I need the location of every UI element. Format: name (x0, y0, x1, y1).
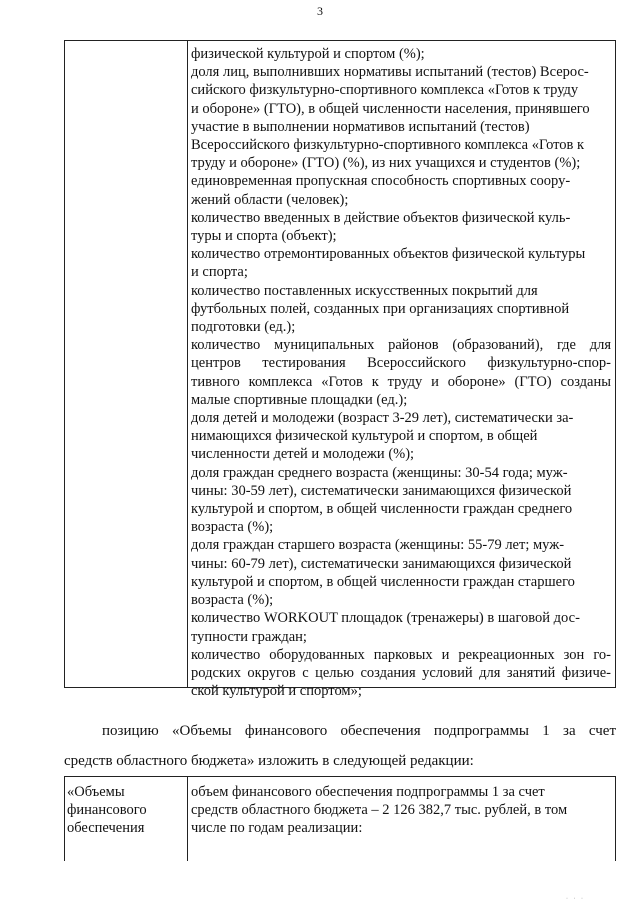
text-line: ской культурой и спортом»; (191, 683, 362, 700)
text-line: количество поставленных искусственных покрытий для (191, 282, 538, 299)
text-line: культурой и спортом, в общей численности граждан старшего (191, 573, 575, 590)
text-line: тупности граждан; (191, 628, 307, 645)
table-column-divider (187, 777, 188, 861)
text-line: культурой и спортом, в общей численности граждан среднего (191, 501, 573, 518)
text-line: доля граждан среднего возраста (женщины: 30-54 года; муж- (191, 464, 568, 481)
text-line: чины: 60-79 лет), систематически занимающихся физической (191, 555, 572, 572)
text-line: численности детей и молодежи (%); (191, 446, 415, 463)
funding-label-cell (67, 783, 185, 838)
text-line: футбольных полей, созданных при организациях спортивной (191, 300, 570, 317)
text-line: доля лиц, выполнивших нормативы испытаний (тестов) Всерос- (191, 64, 589, 81)
text-line: количество муниципальных районов (образований), где для (191, 337, 611, 354)
text-line: числе по годам реализации: (191, 820, 363, 837)
text-line: количество отремонтированных объектов физической культуры (191, 246, 586, 263)
text-line: физической культурой и спортом (%); (191, 46, 425, 62)
text-line: подготовки (ед.); (191, 319, 296, 336)
amendment-paragraph-line-1: позицию «Объемы финансового обеспечения подпрограммы 1 за счет (102, 723, 616, 739)
text-line: возраста (%); (191, 519, 274, 536)
indicators-cell (191, 45, 611, 700)
text-line: сийского физкультурно-спортивного комплекса «Готов к труду (191, 82, 579, 99)
text-line: тивного комплекса «Готов к труду и обороне» (ГТО) созданы (191, 373, 611, 390)
text-line: единовременная пропускная способность спортивных соору- (191, 173, 571, 190)
indicators-table (64, 40, 616, 700)
text-line: Всероссийского физкультурно-спортивного комплекса «Готов к (191, 137, 585, 154)
page-number: 3 (317, 4, 323, 18)
scan-artifact: · · · (566, 896, 585, 902)
text-line: и спорта; (191, 264, 248, 281)
text-line: малые спортивные площадки (ед.); (191, 391, 408, 408)
text-line: «Объемы (67, 784, 125, 800)
text-line: чины: 30-59 лет), систематически занимающихся физической (191, 482, 572, 499)
text-line: количество оборудованных парковых и рекреационных зон го- (191, 646, 611, 663)
text-line: доля детей и молодежи (возраст 3-29 лет), систематически за- (191, 410, 574, 427)
text-line: туры и спорта (объект); (191, 228, 337, 245)
amendment-paragraph-line-2: средств областного бюджета» изложить в следующей редакции: (64, 753, 474, 769)
text-line: обеспечения (67, 820, 145, 837)
funding-text-cell (191, 783, 611, 838)
text-line: нимающихся физической культурой и спортом, в общей (191, 428, 538, 445)
text-line: центров тестирования Всероссийского физкультурно-спор- (191, 355, 611, 372)
text-line: труду и обороне» (ГТО) (%), из них учащихся и студентов (%); (191, 155, 581, 172)
table-column-divider (187, 41, 188, 687)
text-line: жений области (человек); (191, 191, 349, 208)
text-line: финансового (67, 802, 147, 819)
text-line: количество WORKOUT площадок (тренажеры) в шаговой дос- (191, 610, 580, 627)
text-line: количество введенных в действие объектов физической куль- (191, 209, 571, 226)
funding-table (64, 776, 616, 861)
text-line: родских округов с целью создания условий для занятий физиче- (191, 664, 611, 681)
text-line: возраста (%); (191, 592, 274, 609)
text-line: средств областного бюджета – 2 126 382,7 тыс. рублей, в том (191, 802, 568, 819)
text-line: участие в выполнении нормативов испытаний (тестов) (191, 118, 530, 135)
text-line: и обороне» (ГТО), в общей численности населения, принявшего (191, 100, 590, 117)
text-line: доля граждан старшего возраста (женщины: 55-79 лет; муж- (191, 537, 565, 554)
text-line: объем финансового обеспечения подпрограммы 1 за счет (191, 784, 545, 800)
